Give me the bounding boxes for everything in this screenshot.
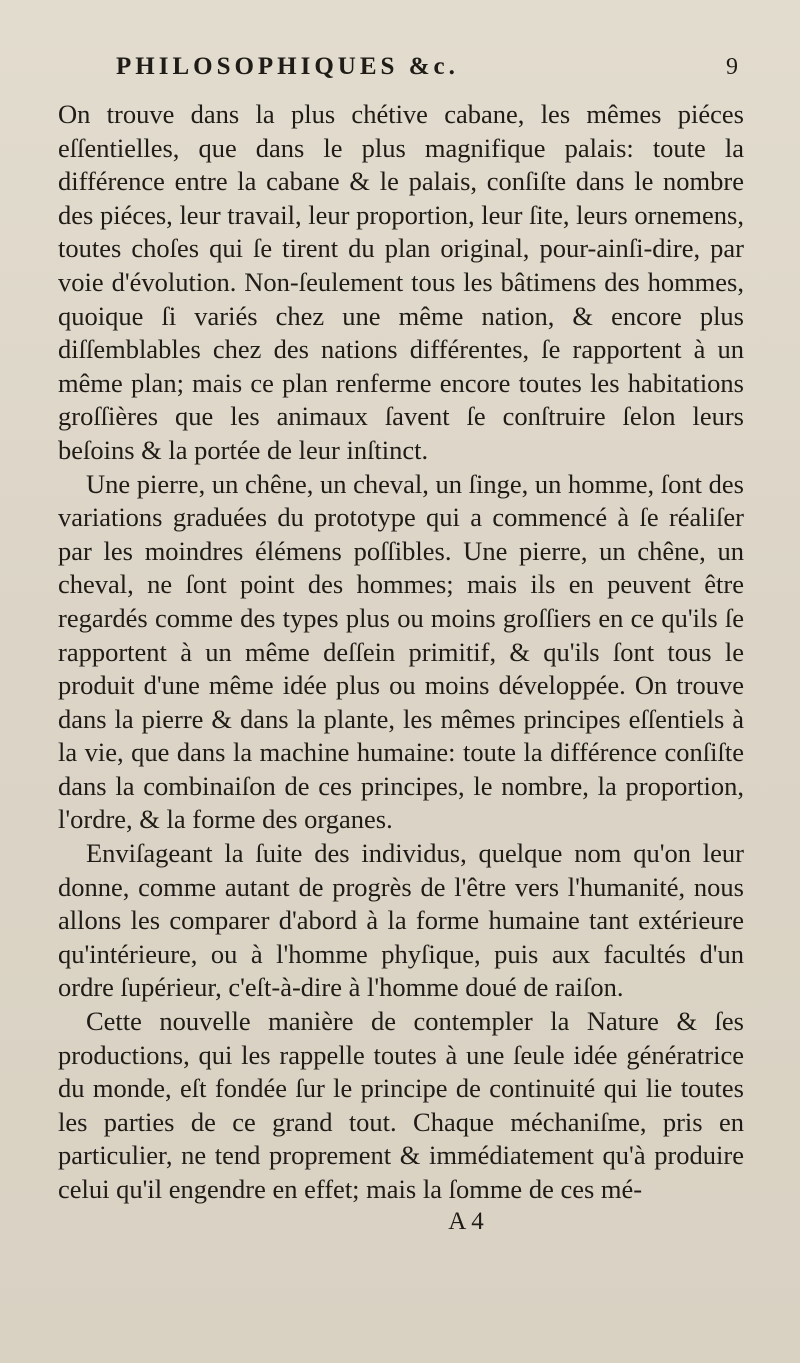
signature-mark: A 4 — [448, 1207, 484, 1235]
body-text — [58, 98, 744, 1207]
running-head — [58, 52, 744, 92]
running-title: PHILOSOPHIQUES &c. — [116, 53, 459, 80]
paragraph-4: Cette nouvelle manière de contempler la Nature & ſes productions, qui les rappelle toutes à une ſeule idée génératrice du monde, eſt fondée ſur le principe de continuité qui lie toutes les parties de ce grand tout. Chaque méchaniſme, pris en particulier, ne tend proprement & immédiatement qu'à produire celui qu'il engendre en effet; mais la ſomme de ces mé- — [58, 1006, 744, 1204]
paragraph-3: Enviſageant la ſuite des individus, quelque nom qu'on leur donne, comme autant de progrès de l'être vers l'humanité, nous allons les comparer d'abord à la forme humaine tant extérieure qu'intérieure, ou à l'homme phyſique, puis aux facultés d'un ordre ſupérieur, c'eſt-à-dire à l'homme doué de raiſon. — [58, 838, 744, 1003]
paragraph-1: On trouve dans la plus chétive cabane, les mêmes piéces eſſentielles, que dans le plus magnifique palais: toute la différence entre la cabane & le palais, conſiſte dans le nombre des piéces, leur travail, leur proportion, leur ſite, leurs ornemens, toutes choſes qui ſe tirent du plan original, pour-ainſi-dire, par voie d'évolution. Non-ſeulement tous les bâtimens des hommes, quoique ſi variés chez une même nation, & encore plus diſſemblables chez des nations différentes, ſe rapportent à un même plan; mais ce plan renferme encore toutes les habitations groſſières que les animaux ſavent ſe conſtruire ſelon leurs beſoins & la portée de leur inſtinct. — [58, 99, 744, 465]
page-number: 9 — [726, 54, 738, 80]
paragraph-2: Une pierre, un chêne, un cheval, un ſinge, un homme, ſont des variations graduées du prototype qui a commencé à ſe réaliſer par les moindres élémens poſſibles. Une pierre, un chêne, un cheval, ne ſont point des hommes; mais ils en peuvent être regardés comme des types plus ou moins groſſiers en ce qu'ils ſe rapportent à un même deſſein primitif, & qu'ils ſont tous le produit d'une même idée plus ou moins développée. On trouve dans la pierre & dans la plante, les mêmes principes eſſentiels à la vie, que dans la machine humaine: toute la différence conſiſte dans la combinaiſon de ces principes, le nombre, la proportion, l'ordre, & la forme des organes. — [58, 468, 744, 835]
